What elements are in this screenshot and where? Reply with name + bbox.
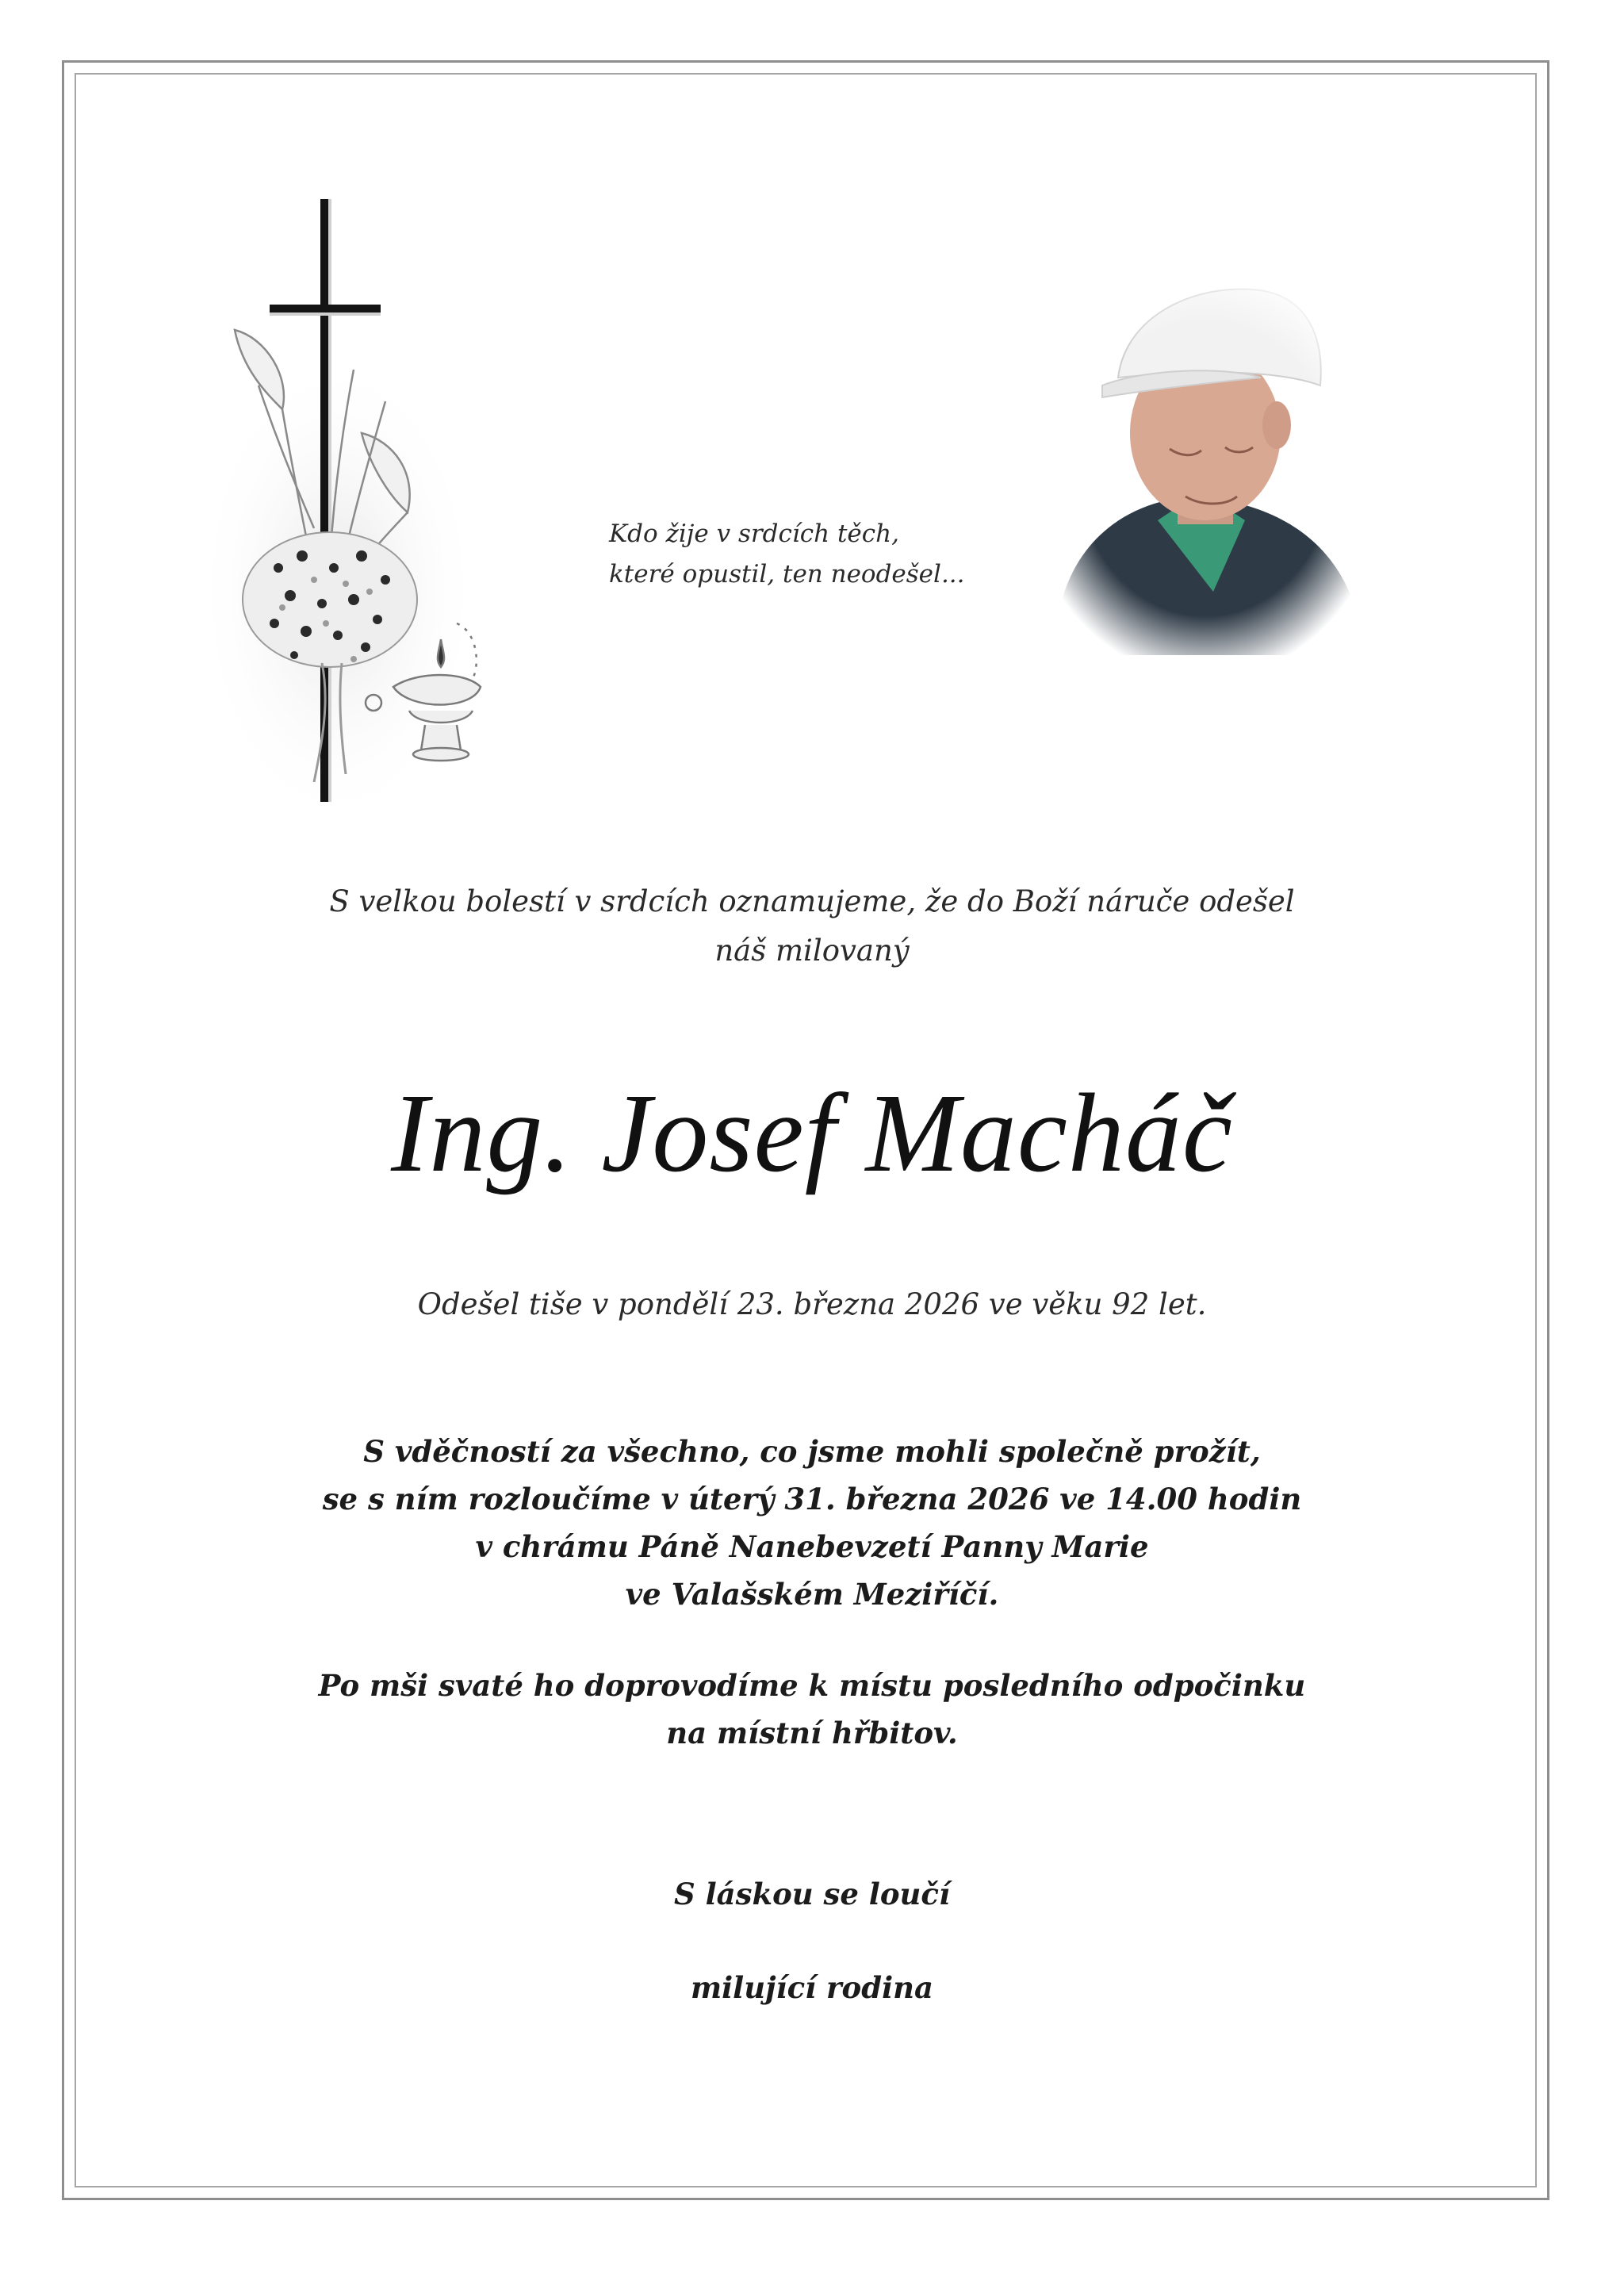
service-line: S vděčností za všechno, co jsme mohli společně prožít, [363,1434,1261,1469]
quote-line: které opustil, ten neodešel... [609,560,965,589]
quote-line: Kdo žije v srdcích těch, [609,520,899,548]
intro-line: náš milovaný [714,934,910,968]
funeral-service-info [0,1428,1624,1618]
burial-line: na místní hřbitov. [666,1716,958,1750]
portrait-photo [1023,259,1388,679]
intro-line: S velkou bolestí v srdcích oznamujeme, že do Boží náruče odešel [329,884,1295,918]
service-line: v chrámu Páně Nanebevzetí Panny Marie [475,1529,1149,1564]
memorial-quote [609,514,1053,595]
service-line: se s ním rozloučíme v úterý 31. března 2026 ve 14.00 hodin [322,1482,1302,1516]
announcement-intro [0,877,1624,976]
burial-line: Po mši svaté ho doprovodíme k místu posledního odpočinku [318,1668,1306,1703]
service-line: ve Valašském Meziříčí. [625,1577,999,1612]
family-signature: milující rodina [690,1970,934,2005]
burial-info [0,1662,1624,1757]
deceased-name: Ing. Josef Macháč [391,1070,1233,1195]
death-notice: Odešel tiše v pondělí 23. března 2026 ve věku 92 let. [417,1287,1207,1321]
cross-with-lilies-icon [203,195,504,814]
farewell-text: S láskou se loučí [673,1877,951,1911]
